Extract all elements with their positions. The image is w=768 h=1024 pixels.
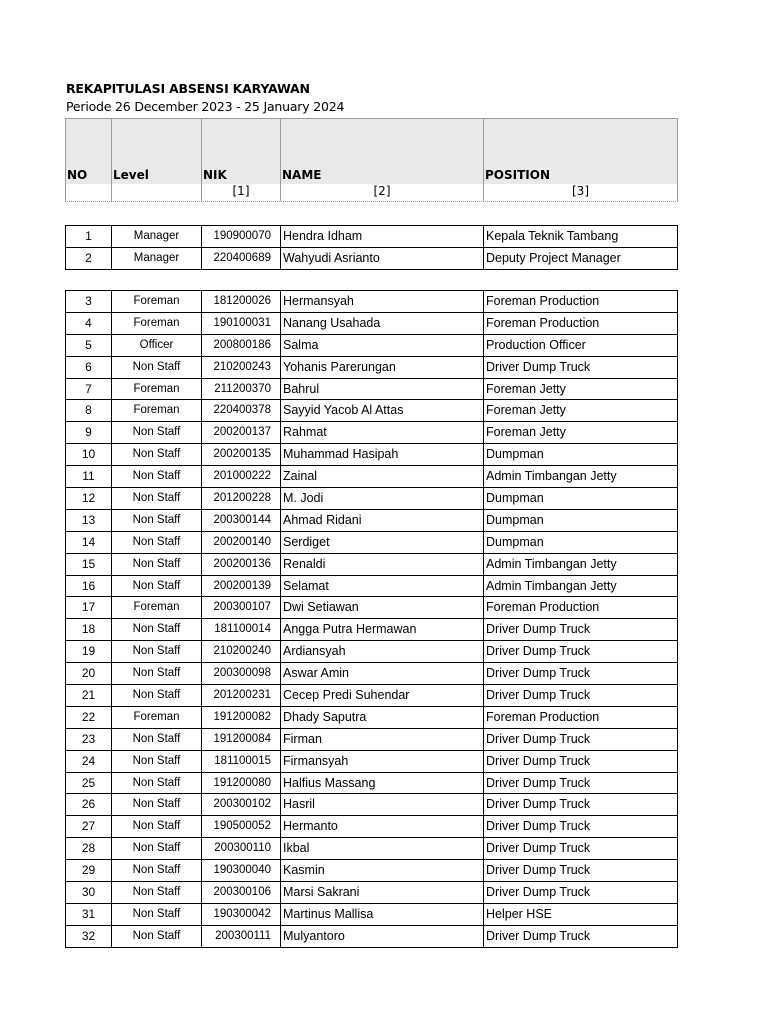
- cell-level: Non Staff: [112, 860, 202, 882]
- table-row: [66, 509, 678, 531]
- table-row: [66, 641, 678, 663]
- cell-position: Admin Timbangan Jetty: [484, 575, 678, 597]
- table-row: [66, 838, 678, 860]
- cell-no: 29: [66, 860, 112, 882]
- table-row: [66, 531, 678, 553]
- cell-name: Firmansyah: [281, 750, 484, 772]
- cell-level: Non Staff: [112, 728, 202, 750]
- cell-position: Driver Dump Truck: [484, 794, 678, 816]
- cell-position: Foreman Production: [484, 312, 678, 334]
- cell-nik: 220400689: [202, 248, 281, 270]
- cell-name: Cecep Predi Suhendar: [281, 685, 484, 707]
- cell-position: Foreman Jetty: [484, 378, 678, 400]
- cell-level: Foreman: [112, 400, 202, 422]
- table-row: [66, 925, 678, 947]
- cell-name: Martinus Mallisa: [281, 903, 484, 925]
- cell-no: 28: [66, 838, 112, 860]
- cell-name: Ardiansyah: [281, 641, 484, 663]
- manager-table: [65, 225, 678, 270]
- cell-no: 16: [66, 575, 112, 597]
- table-row: [66, 312, 678, 334]
- cell-nik: 201200231: [202, 685, 281, 707]
- table-row: [66, 466, 678, 488]
- cell-level: Foreman: [112, 291, 202, 313]
- cell-nik: 190100031: [202, 312, 281, 334]
- cell-position: Driver Dump Truck: [484, 356, 678, 378]
- cell-level: Non Staff: [112, 903, 202, 925]
- cell-name: Ahmad Ridani: [281, 509, 484, 531]
- cell-position: Foreman Production: [484, 597, 678, 619]
- cell-name: Serdiget: [281, 531, 484, 553]
- table-row: [66, 882, 678, 904]
- cell-position: Dumpman: [484, 488, 678, 510]
- ref-name: [2]: [281, 183, 484, 201]
- cell-nik: 190500052: [202, 816, 281, 838]
- cell-nik: 200200140: [202, 531, 281, 553]
- cell-level: Non Staff: [112, 466, 202, 488]
- cell-no: 17: [66, 597, 112, 619]
- table-row: [66, 816, 678, 838]
- cell-position: Driver Dump Truck: [484, 838, 678, 860]
- table-row: [66, 248, 678, 270]
- cell-no: 31: [66, 903, 112, 925]
- cell-position: Dumpman: [484, 509, 678, 531]
- cell-level: Manager: [112, 248, 202, 270]
- cell-no: 22: [66, 706, 112, 728]
- cell-name: Yohanis Parerungan: [281, 356, 484, 378]
- cell-level: Non Staff: [112, 794, 202, 816]
- cell-name: Hermanto: [281, 816, 484, 838]
- header-cell-level: [112, 119, 202, 184]
- cell-level: Non Staff: [112, 553, 202, 575]
- cell-level: Foreman: [112, 312, 202, 334]
- cell-nik: 220400378: [202, 400, 281, 422]
- cell-name: Hendra Idham: [281, 226, 484, 248]
- table-row: [66, 619, 678, 641]
- table-row: [66, 728, 678, 750]
- cell-no: 30: [66, 882, 112, 904]
- cell-no: 1: [66, 226, 112, 248]
- cell-level: Officer: [112, 334, 202, 356]
- table-row: [66, 444, 678, 466]
- table-row: [66, 334, 678, 356]
- cell-position: Dumpman: [484, 444, 678, 466]
- cell-position: Driver Dump Truck: [484, 882, 678, 904]
- period-label: Periode 26 December 2023 - 25 January 2024: [66, 99, 345, 114]
- cell-nik: 200800186: [202, 334, 281, 356]
- cell-level: Non Staff: [112, 509, 202, 531]
- cell-level: Non Staff: [112, 925, 202, 947]
- cell-name: Muhammad Hasipah: [281, 444, 484, 466]
- header-cell-position: [484, 119, 678, 184]
- cell-no: 32: [66, 925, 112, 947]
- cell-level: Non Staff: [112, 882, 202, 904]
- table-row: [66, 553, 678, 575]
- cell-name: Ikbal: [281, 838, 484, 860]
- cell-no: 8: [66, 400, 112, 422]
- cell-nik: 200300111: [202, 925, 281, 947]
- cell-position: Foreman Jetty: [484, 422, 678, 444]
- cell-position: Driver Dump Truck: [484, 772, 678, 794]
- table-row: [66, 685, 678, 707]
- cell-name: Kasmin: [281, 860, 484, 882]
- cell-position: Helper HSE: [484, 903, 678, 925]
- cell-position: Driver Dump Truck: [484, 641, 678, 663]
- cell-name: Nanang Usahada: [281, 312, 484, 334]
- cell-no: 6: [66, 356, 112, 378]
- table-row: [66, 356, 678, 378]
- document-title: REKAPITULASI ABSENSI KARYAWAN: [66, 81, 310, 96]
- cell-position: Driver Dump Truck: [484, 619, 678, 641]
- cell-nik: 181100014: [202, 619, 281, 641]
- cell-no: 26: [66, 794, 112, 816]
- cell-position: Deputy Project Manager: [484, 248, 678, 270]
- cell-nik: 200300107: [202, 597, 281, 619]
- cell-name: Salma: [281, 334, 484, 356]
- cell-name: Marsi Sakrani: [281, 882, 484, 904]
- cell-nik: 210200240: [202, 641, 281, 663]
- cell-no: 10: [66, 444, 112, 466]
- cell-position: Foreman Production: [484, 291, 678, 313]
- cell-name: M. Jodi: [281, 488, 484, 510]
- header-no: NO: [67, 168, 88, 182]
- cell-nik: 200200137: [202, 422, 281, 444]
- table-row: [66, 663, 678, 685]
- cell-position: Driver Dump Truck: [484, 663, 678, 685]
- cell-nik: 191200080: [202, 772, 281, 794]
- table-row: [66, 378, 678, 400]
- cell-name: Rahmat: [281, 422, 484, 444]
- table-row: [66, 488, 678, 510]
- cell-no: 23: [66, 728, 112, 750]
- cell-name: Hermansyah: [281, 291, 484, 313]
- cell-level: Foreman: [112, 706, 202, 728]
- cell-no: 14: [66, 531, 112, 553]
- cell-level: Non Staff: [112, 356, 202, 378]
- cell-no: 9: [66, 422, 112, 444]
- ref-cell-no: [66, 183, 112, 201]
- cell-no: 18: [66, 619, 112, 641]
- cell-name: Angga Putra Hermawan: [281, 619, 484, 641]
- cell-level: Non Staff: [112, 641, 202, 663]
- cell-no: 25: [66, 772, 112, 794]
- header-nik: NIK: [203, 168, 227, 182]
- table-row: [66, 794, 678, 816]
- ref-nik: [1]: [202, 183, 281, 201]
- cell-name: Aswar Amin: [281, 663, 484, 685]
- cell-position: Admin Timbangan Jetty: [484, 466, 678, 488]
- cell-level: Non Staff: [112, 685, 202, 707]
- cell-level: Non Staff: [112, 663, 202, 685]
- cell-no: 27: [66, 816, 112, 838]
- cell-name: Firman: [281, 728, 484, 750]
- cell-name: Dwi Setiawan: [281, 597, 484, 619]
- cell-nik: 200300110: [202, 838, 281, 860]
- table-row: [66, 291, 678, 313]
- cell-nik: 181200026: [202, 291, 281, 313]
- table-row: [66, 422, 678, 444]
- cell-nik: 200200139: [202, 575, 281, 597]
- cell-no: 20: [66, 663, 112, 685]
- cell-level: Non Staff: [112, 838, 202, 860]
- cell-position: Production Officer: [484, 334, 678, 356]
- cell-nik: 191200082: [202, 706, 281, 728]
- cell-name: Hasril: [281, 794, 484, 816]
- employee-table: [65, 290, 678, 948]
- cell-nik: 200300106: [202, 882, 281, 904]
- cell-position: Driver Dump Truck: [484, 925, 678, 947]
- cell-no: 2: [66, 248, 112, 270]
- cell-no: 5: [66, 334, 112, 356]
- cell-level: Non Staff: [112, 422, 202, 444]
- cell-name: Zainal: [281, 466, 484, 488]
- cell-position: Driver Dump Truck: [484, 860, 678, 882]
- cell-no: 3: [66, 291, 112, 313]
- cell-nik: 201000222: [202, 466, 281, 488]
- cell-position: Admin Timbangan Jetty: [484, 553, 678, 575]
- cell-level: Non Staff: [112, 444, 202, 466]
- cell-nik: 190300042: [202, 903, 281, 925]
- cell-level: Non Staff: [112, 816, 202, 838]
- cell-level: Non Staff: [112, 531, 202, 553]
- cell-name: Renaldi: [281, 553, 484, 575]
- cell-level: Manager: [112, 226, 202, 248]
- header-cell-nik: [202, 119, 281, 184]
- cell-nik: 181100015: [202, 750, 281, 772]
- cell-no: 11: [66, 466, 112, 488]
- cell-name: Bahrul: [281, 378, 484, 400]
- cell-name: Selamat: [281, 575, 484, 597]
- cell-nik: 190300040: [202, 860, 281, 882]
- ref-cell-level: [112, 183, 202, 201]
- header-position: POSITION: [485, 168, 550, 182]
- cell-position: Driver Dump Truck: [484, 685, 678, 707]
- table-row: [66, 575, 678, 597]
- cell-nik: 200200136: [202, 553, 281, 575]
- header-cell-name: [281, 119, 484, 184]
- cell-name: Dhady Saputra: [281, 706, 484, 728]
- cell-level: Non Staff: [112, 488, 202, 510]
- cell-name: Halfius Massang: [281, 772, 484, 794]
- cell-no: 13: [66, 509, 112, 531]
- cell-level: Non Staff: [112, 575, 202, 597]
- cell-nik: 201200228: [202, 488, 281, 510]
- cell-name: Mulyantoro: [281, 925, 484, 947]
- cell-level: Non Staff: [112, 772, 202, 794]
- cell-level: Foreman: [112, 378, 202, 400]
- cell-no: 15: [66, 553, 112, 575]
- table-row: [66, 903, 678, 925]
- cell-nik: 190900070: [202, 226, 281, 248]
- cell-no: 24: [66, 750, 112, 772]
- cell-name: Wahyudi Asrianto: [281, 248, 484, 270]
- table-row: [66, 750, 678, 772]
- table-row: [66, 597, 678, 619]
- cell-no: 21: [66, 685, 112, 707]
- cell-name: Sayyid Yacob Al Attas: [281, 400, 484, 422]
- cell-position: Driver Dump Truck: [484, 728, 678, 750]
- header-level: Level: [113, 168, 149, 182]
- cell-nik: 210200243: [202, 356, 281, 378]
- cell-nik: 200300098: [202, 663, 281, 685]
- cell-level: Foreman: [112, 597, 202, 619]
- cell-no: 19: [66, 641, 112, 663]
- cell-nik: 211200370: [202, 378, 281, 400]
- ref-position: [3]: [484, 183, 678, 201]
- cell-position: Driver Dump Truck: [484, 816, 678, 838]
- cell-level: Non Staff: [112, 750, 202, 772]
- table-row: [66, 706, 678, 728]
- cell-nik: 200300144: [202, 509, 281, 531]
- cell-no: 4: [66, 312, 112, 334]
- cell-position: Foreman Jetty: [484, 400, 678, 422]
- table-row: [66, 772, 678, 794]
- table-row: [66, 400, 678, 422]
- cell-position: Foreman Production: [484, 706, 678, 728]
- cell-level: Non Staff: [112, 619, 202, 641]
- cell-nik: 200300102: [202, 794, 281, 816]
- header-cell-no: [66, 119, 112, 184]
- cell-nik: 200200135: [202, 444, 281, 466]
- cell-no: 7: [66, 378, 112, 400]
- header-name: NAME: [282, 168, 322, 182]
- table-header: [65, 118, 678, 184]
- table-row: [66, 226, 678, 248]
- cell-nik: 191200084: [202, 728, 281, 750]
- table-row: [66, 860, 678, 882]
- header-reference-row: [65, 183, 678, 202]
- cell-position: Driver Dump Truck: [484, 750, 678, 772]
- cell-position: Kepala Teknik Tambang: [484, 226, 678, 248]
- cell-position: Dumpman: [484, 531, 678, 553]
- cell-no: 12: [66, 488, 112, 510]
